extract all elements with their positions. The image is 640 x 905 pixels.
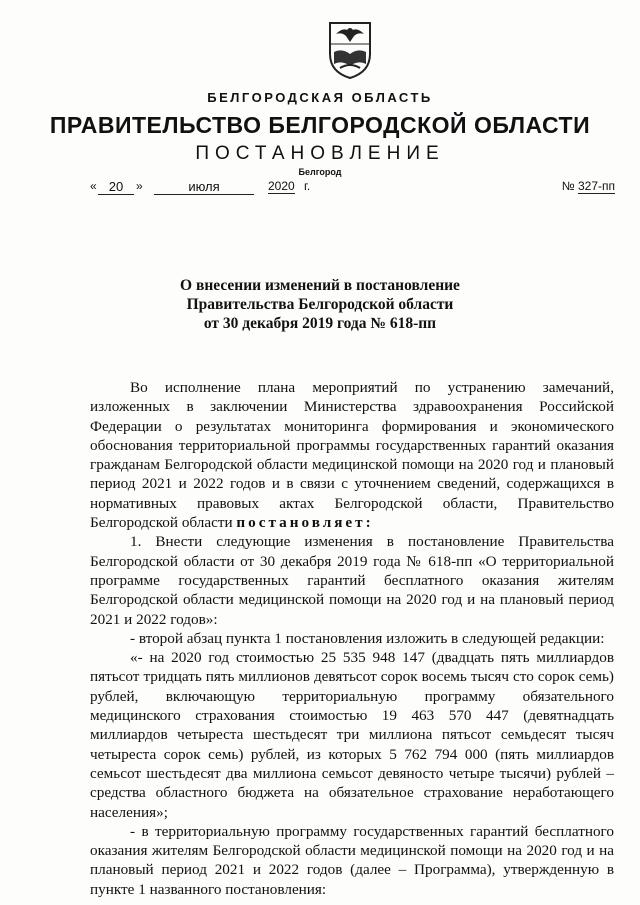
date-month: июля: [154, 179, 254, 195]
region-name: БЕЛГОРОДСКАЯ ОБЛАСТЬ: [207, 90, 433, 105]
date-open-quote: «: [90, 179, 97, 193]
date-number-line: [90, 179, 615, 197]
city-name: Белгород: [298, 167, 342, 177]
government-title: ПРАВИТЕЛЬСТВО БЕЛГОРОДСКОЙ ОБЛАСТИ: [49, 112, 591, 138]
paragraph-cost-quote: «- на 2020 год стоимостью 25 535 948 147 (двадцать пять миллиардов пятьсот тридцать пять миллионов девятьсот сорок восемь тысяч сто сорок семь) рублей, включающую территориальную программу обязательного медицинского страхования стоимостью 19 463 570 447 (девятнадцать миллиардов четыреста шестьдесят три миллиона пятьсот семьдесят тысяч четыреста сорок семь) рублей, из которых 5 762 794 000 (пять миллиардов семьсот шестьдесят два миллиона семьсот девяносто четыре тысячи) рублей – средства областного бюджета на обязательное страхование неработающего населения»;: [90, 649, 614, 821]
subject-line-2: Правительства Белгородской области: [186, 296, 454, 313]
number-sign: №: [561, 179, 575, 193]
number-value: 327-пп: [577, 179, 615, 193]
subject-line-3: от 30 декабря 2019 года № 618-пп: [203, 315, 437, 332]
paragraph-preamble: [90, 378, 614, 532]
date-year: [268, 179, 295, 194]
date-close-quote: »: [136, 179, 143, 193]
document-type: ПОСТАНОВЛЕНИЕ: [195, 143, 445, 164]
date-year-suffix: 20: [281, 179, 295, 193]
date-year-abbr: г.: [304, 179, 311, 193]
preamble-text: Во исполнение плана мероприятий по устранению замечаний, изложенных в заключении Министерства здравоохранения Российской Федерации о результатах мониторинга формирования и экономического обоснования территориальной программы государственных гарантий оказания гражданам Белгородской области медицинской помощи на 2020 год и плановый период 2021 и 2022 годов и в связи с уточнением сведений, содержащихся в нормативных правовых актах Белгородской области, Правительство Белгородской области: [90, 379, 614, 532]
date-year-prefix: 20: [268, 179, 282, 193]
document-body: [90, 378, 614, 899]
paragraph-item-1: 1. Внести следующие изменения в постановление Правительства Белгородской области от 30 декабря 2019 года № 618-пп «О территориальной программе государственных гарантий бесплатного оказания жителям Белгородской области медицинской помощи на 2020 год и на плановый период 2021 и 2022 годов»:: [90, 533, 614, 628]
subject-line-1: О внесении изменений в постановление: [180, 277, 460, 294]
coat-of-arms-emblem: [326, 20, 374, 80]
document-number: [562, 179, 615, 193]
paragraph-program-edit: - в территориальную программу государственных гарантий бесплатного оказания жителям Белгородской области медицинской помощи на 2020 год и на плановый период 2021 и 2022 годов (далее – Программа), утвержденную в пункте 1 названного постановления:: [90, 822, 614, 898]
document-subject: [0, 276, 640, 333]
decree-word: постановляет:: [236, 514, 374, 532]
date-day: 20: [98, 179, 134, 195]
paragraph-second-para-edit: - второй абзац пункта 1 постановления изложить в следующей редакции:: [130, 629, 605, 647]
